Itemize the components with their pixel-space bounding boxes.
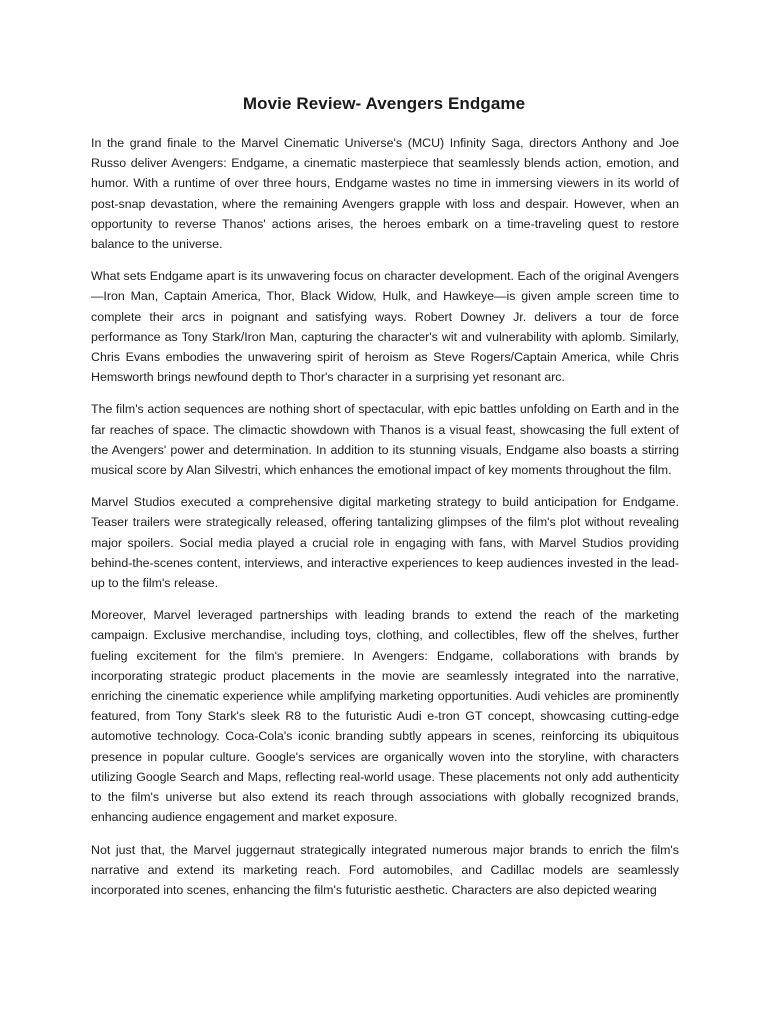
paragraph-action: The film's action sequences are nothing short of spectacular, with epic battles unfolding on Earth and in the far reaches of space. The climactic showdown with Thanos is a visual feast, showcasing the full extent of the Avengers' power and determination. In addition to its stunning visuals, Endgame also boasts a stirring musical score by Alan Silvestri, which enhances the emotional impact of key moments throughout the film. [91, 402, 679, 478]
paragraph-characters: What sets Endgame apart is its unwavering focus on character development. Each of the original Avengers—Iron Man, Captain America, Thor, Black Widow, Hulk, and Hawkeye—is given ample screen time to complete their arcs in poignant and satisfying ways. Robert Downey Jr. delivers a tour de force performance as Tony Stark/Iron Man, capturing the character's wit and vulnerability with aplomb. Similarly, Chris Evans embodies the unwavering spirit of heroism as Steve Rogers/Captain America, while Chris Hemsworth brings newfound depth to Thor's character in a surprising yet resonant arc. [91, 269, 679, 385]
paragraph-intro: In the grand finale to the Marvel Cinematic Universe's (MCU) Infinity Saga, directors Anthony and Joe Russo deliver Avengers: Endgame, a cinematic masterpiece that seamlessly blends action, emotion, and humor. With a runtime of over three hours, Endgame wastes no time in immersing viewers in its world of post-snap devastation, where the remaining Avengers grapple with loss and despair. However, when an opportunity to reverse Thanos' actions arises, the heroes embark on a time-traveling quest to restore balance to the universe. [91, 136, 679, 252]
paragraph-marketing: Marvel Studios executed a comprehensive digital marketing strategy to build anticipation for Endgame. Teaser trailers were strategically released, offering tantalizing glimpses of the film's plot without revealing major spoilers. Social media played a crucial role in engaging with fans, with Marvel Studios providing behind-the-scenes content, interviews, and interactive experiences to keep audiences invested in the lead-up to the film's release. [91, 495, 679, 591]
document-body [91, 133, 679, 912]
paragraph-brand-partnerships: Moreover, Marvel leveraged partnerships with leading brands to extend the reach of the marketing campaign. Exclusive merchandise, including toys, clothing, and collectibles, flew off the shelves, further fueling excitement for the film's premiere. In Avengers: Endgame, collaborations with brands by incorporating strategic product placements in the movie are seamlessly integrated into the narrative, enriching the cinematic experience while amplifying marketing opportunities. Audi vehicles are prominently featured, from Tony Stark's sleek R8 to the futuristic Audi e-tron GT concept, showcasing cutting-edge automotive technology. Coca-Cola's iconic branding subtly appears in scenes, reinforcing its ubiquitous presence in popular culture. Google's services are organically woven into the storyline, with characters utilizing Google Search and Maps, reflecting real-world usage. These placements not only add authenticity to the film's universe but also extend its reach through associations with globally recognized brands, enhancing audience engagement and market exposure. [91, 608, 679, 825]
document-title: Movie Review- Avengers Endgame [242, 94, 526, 113]
paragraph-brand-integration: Not just that, the Marvel juggernaut strategically integrated numerous major brands to enrich the film's narrative and extend its marketing reach. Ford automobiles, and Cadillac models are seamlessly incorporated into scenes, enhancing the film's futuristic aesthetic. Characters are also depicted wearing [91, 842, 679, 897]
